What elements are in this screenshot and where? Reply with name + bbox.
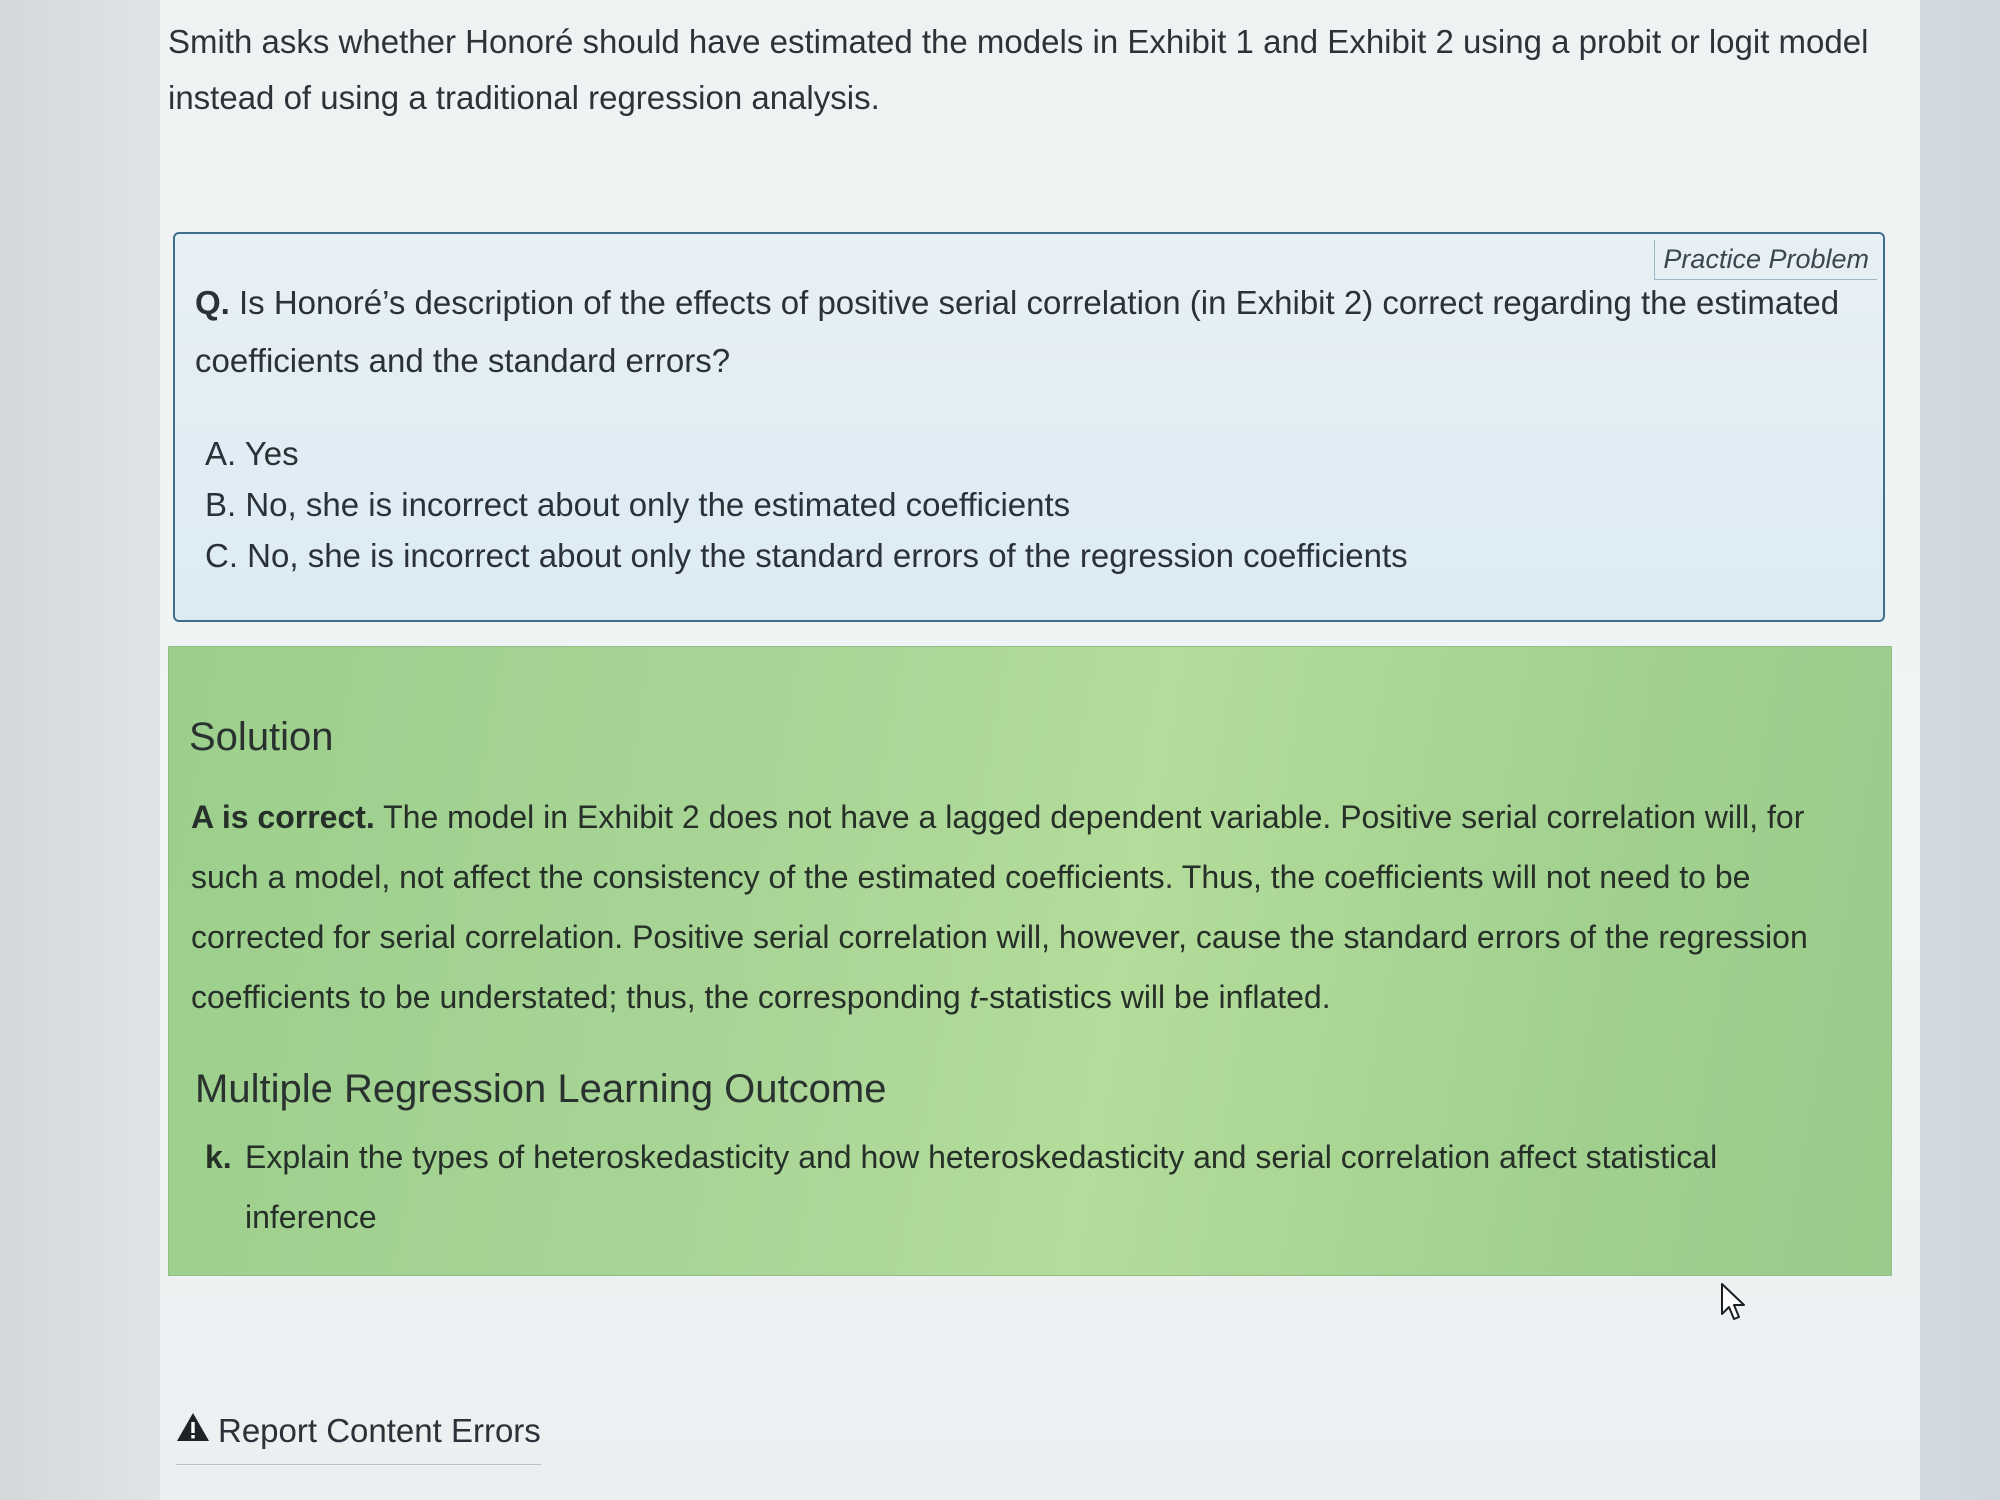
warning-icon <box>176 1412 210 1450</box>
practice-problem-box <box>173 232 1885 622</box>
solution-panel <box>168 646 1892 1276</box>
learning-outcome-text: Explain the types of heteroskedasticity and how heteroskedasticity and serial correlation affect statistical inference <box>245 1139 1718 1235</box>
solution-text <box>191 787 1851 1027</box>
option-b[interactable]: B. No, she is incorrect about only the estimated coefficients <box>205 486 1071 523</box>
report-content-errors-label: Report Content Errors <box>218 1412 541 1449</box>
practice-problem-tag: Practice Problem <box>1654 240 1877 280</box>
option-a[interactable]: A. Yes <box>205 435 299 472</box>
solution-text-part1: The model in Exhibit 2 does not have a lagged dependent variable. Positive serial correlation will, for such a model, not affect the consistency of the estimated coefficients. Thus, the coefficients will not need to be corrected for serial correlation. Positive serial correlation will, however, cause the standard errors of the regression coefficients to be understated; thus, the corresponding <box>191 799 1808 1015</box>
solution-text-part2: -statistics will be inflated. <box>978 979 1331 1015</box>
solution-answer-lead: A is correct. <box>191 799 375 835</box>
learning-outcome-item <box>205 1127 1765 1247</box>
answer-options <box>205 428 1408 581</box>
learning-outcome-key: k. <box>205 1139 232 1175</box>
question-body: Is Honoré’s description of the effects of positive serial correlation (in Exhibit 2) correct regarding the estimated coefficients and the standard errors? <box>195 284 1840 379</box>
option-c[interactable]: C. No, she is incorrect about only the standard errors of the regression coefficients <box>205 537 1408 574</box>
t-symbol: t <box>969 979 979 1015</box>
intro-paragraph: Smith asks whether Honoré should have estimated the models in Exhibit 1 and Exhibit 2 using a probit or logit model instead of using a traditional regression analysis. <box>168 23 1869 116</box>
question-text <box>195 274 1855 390</box>
mouse-pointer-icon <box>1720 1282 1748 1327</box>
question-prefix: Q. <box>195 284 230 321</box>
solution-title: Solution <box>189 715 334 759</box>
learning-outcome-title: Multiple Regression Learning Outcome <box>195 1067 887 1111</box>
page-content <box>160 0 1920 1500</box>
report-content-errors-link[interactable] <box>176 1412 541 1465</box>
